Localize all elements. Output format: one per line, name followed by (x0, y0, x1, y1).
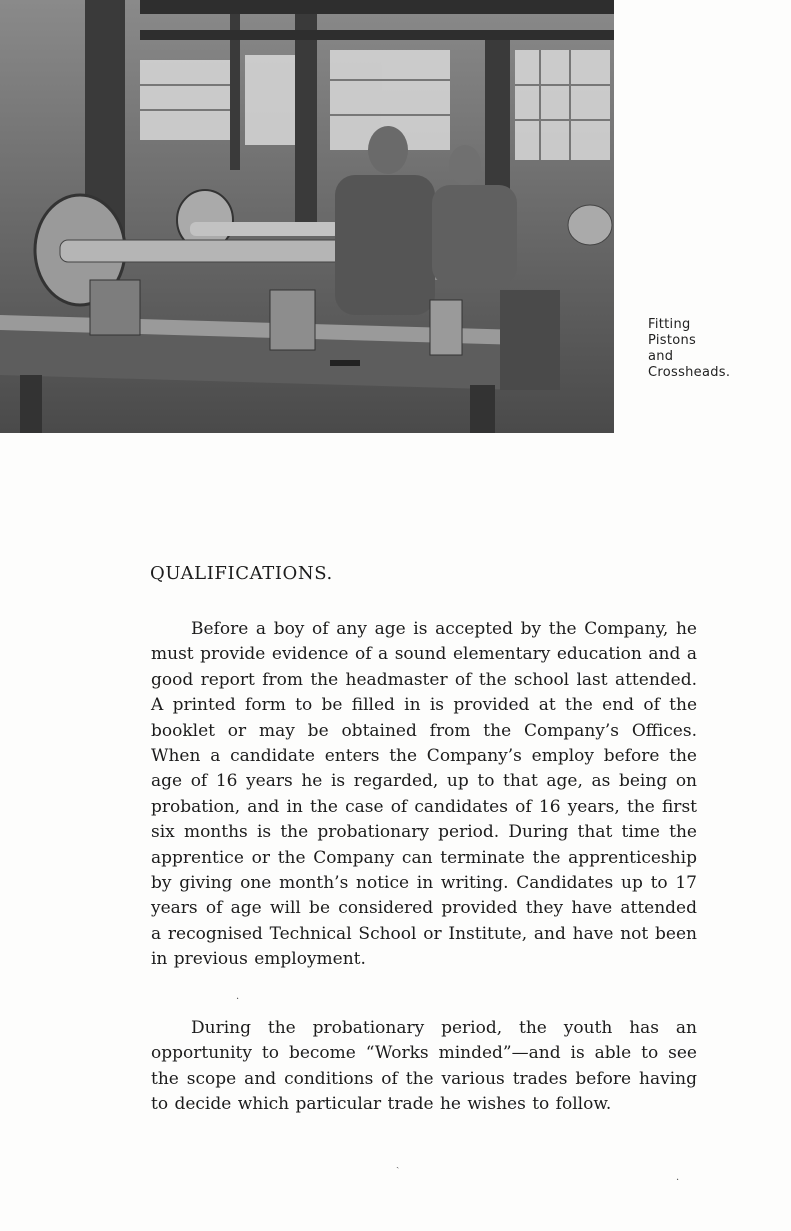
caption-line: Fitting (648, 317, 691, 332)
paragraph: Before a boy of any age is accepted by the Company, he must provide evidence of a sound elementary education and a good report from the headmaster of the school last attended. A printed form to be filled in is provided at the end of the booklet or may be obtained from the Company’s Offices. When a candidate enters the Company’s employ before the age of 16 years he is regarded, up to that age, as being on probation, and in the case of candidates of 16 years, the first six months is the probationary period. During that time the apprentice or the Company can terminate the apprenticeship by giving one month’s notice in writing. Candidates up to 17 years of age will be considered provided they have attended a recognised Technical School or Institute, and have not been in previous employment. (151, 619, 697, 970)
workshop-photo-illustration (0, 0, 614, 433)
print-speck: · (236, 994, 240, 1005)
caption-line: Crossheads. (648, 365, 731, 380)
caption-line: and (648, 349, 674, 364)
paragraph: During the probationary period, the youth has an opportunity to become “Works minded”—and is able to see the scope and conditions of the various trades before having to decide which particular trade he wishes to follow. (151, 1018, 697, 1115)
photo-caption (648, 317, 778, 381)
section-heading: QUALIFICATIONS. (150, 563, 333, 584)
print-speck: · (676, 1175, 680, 1186)
caption-line: Pistons (648, 333, 697, 348)
print-speck: ˎ (396, 1158, 400, 1169)
workshop-photo (0, 0, 614, 433)
